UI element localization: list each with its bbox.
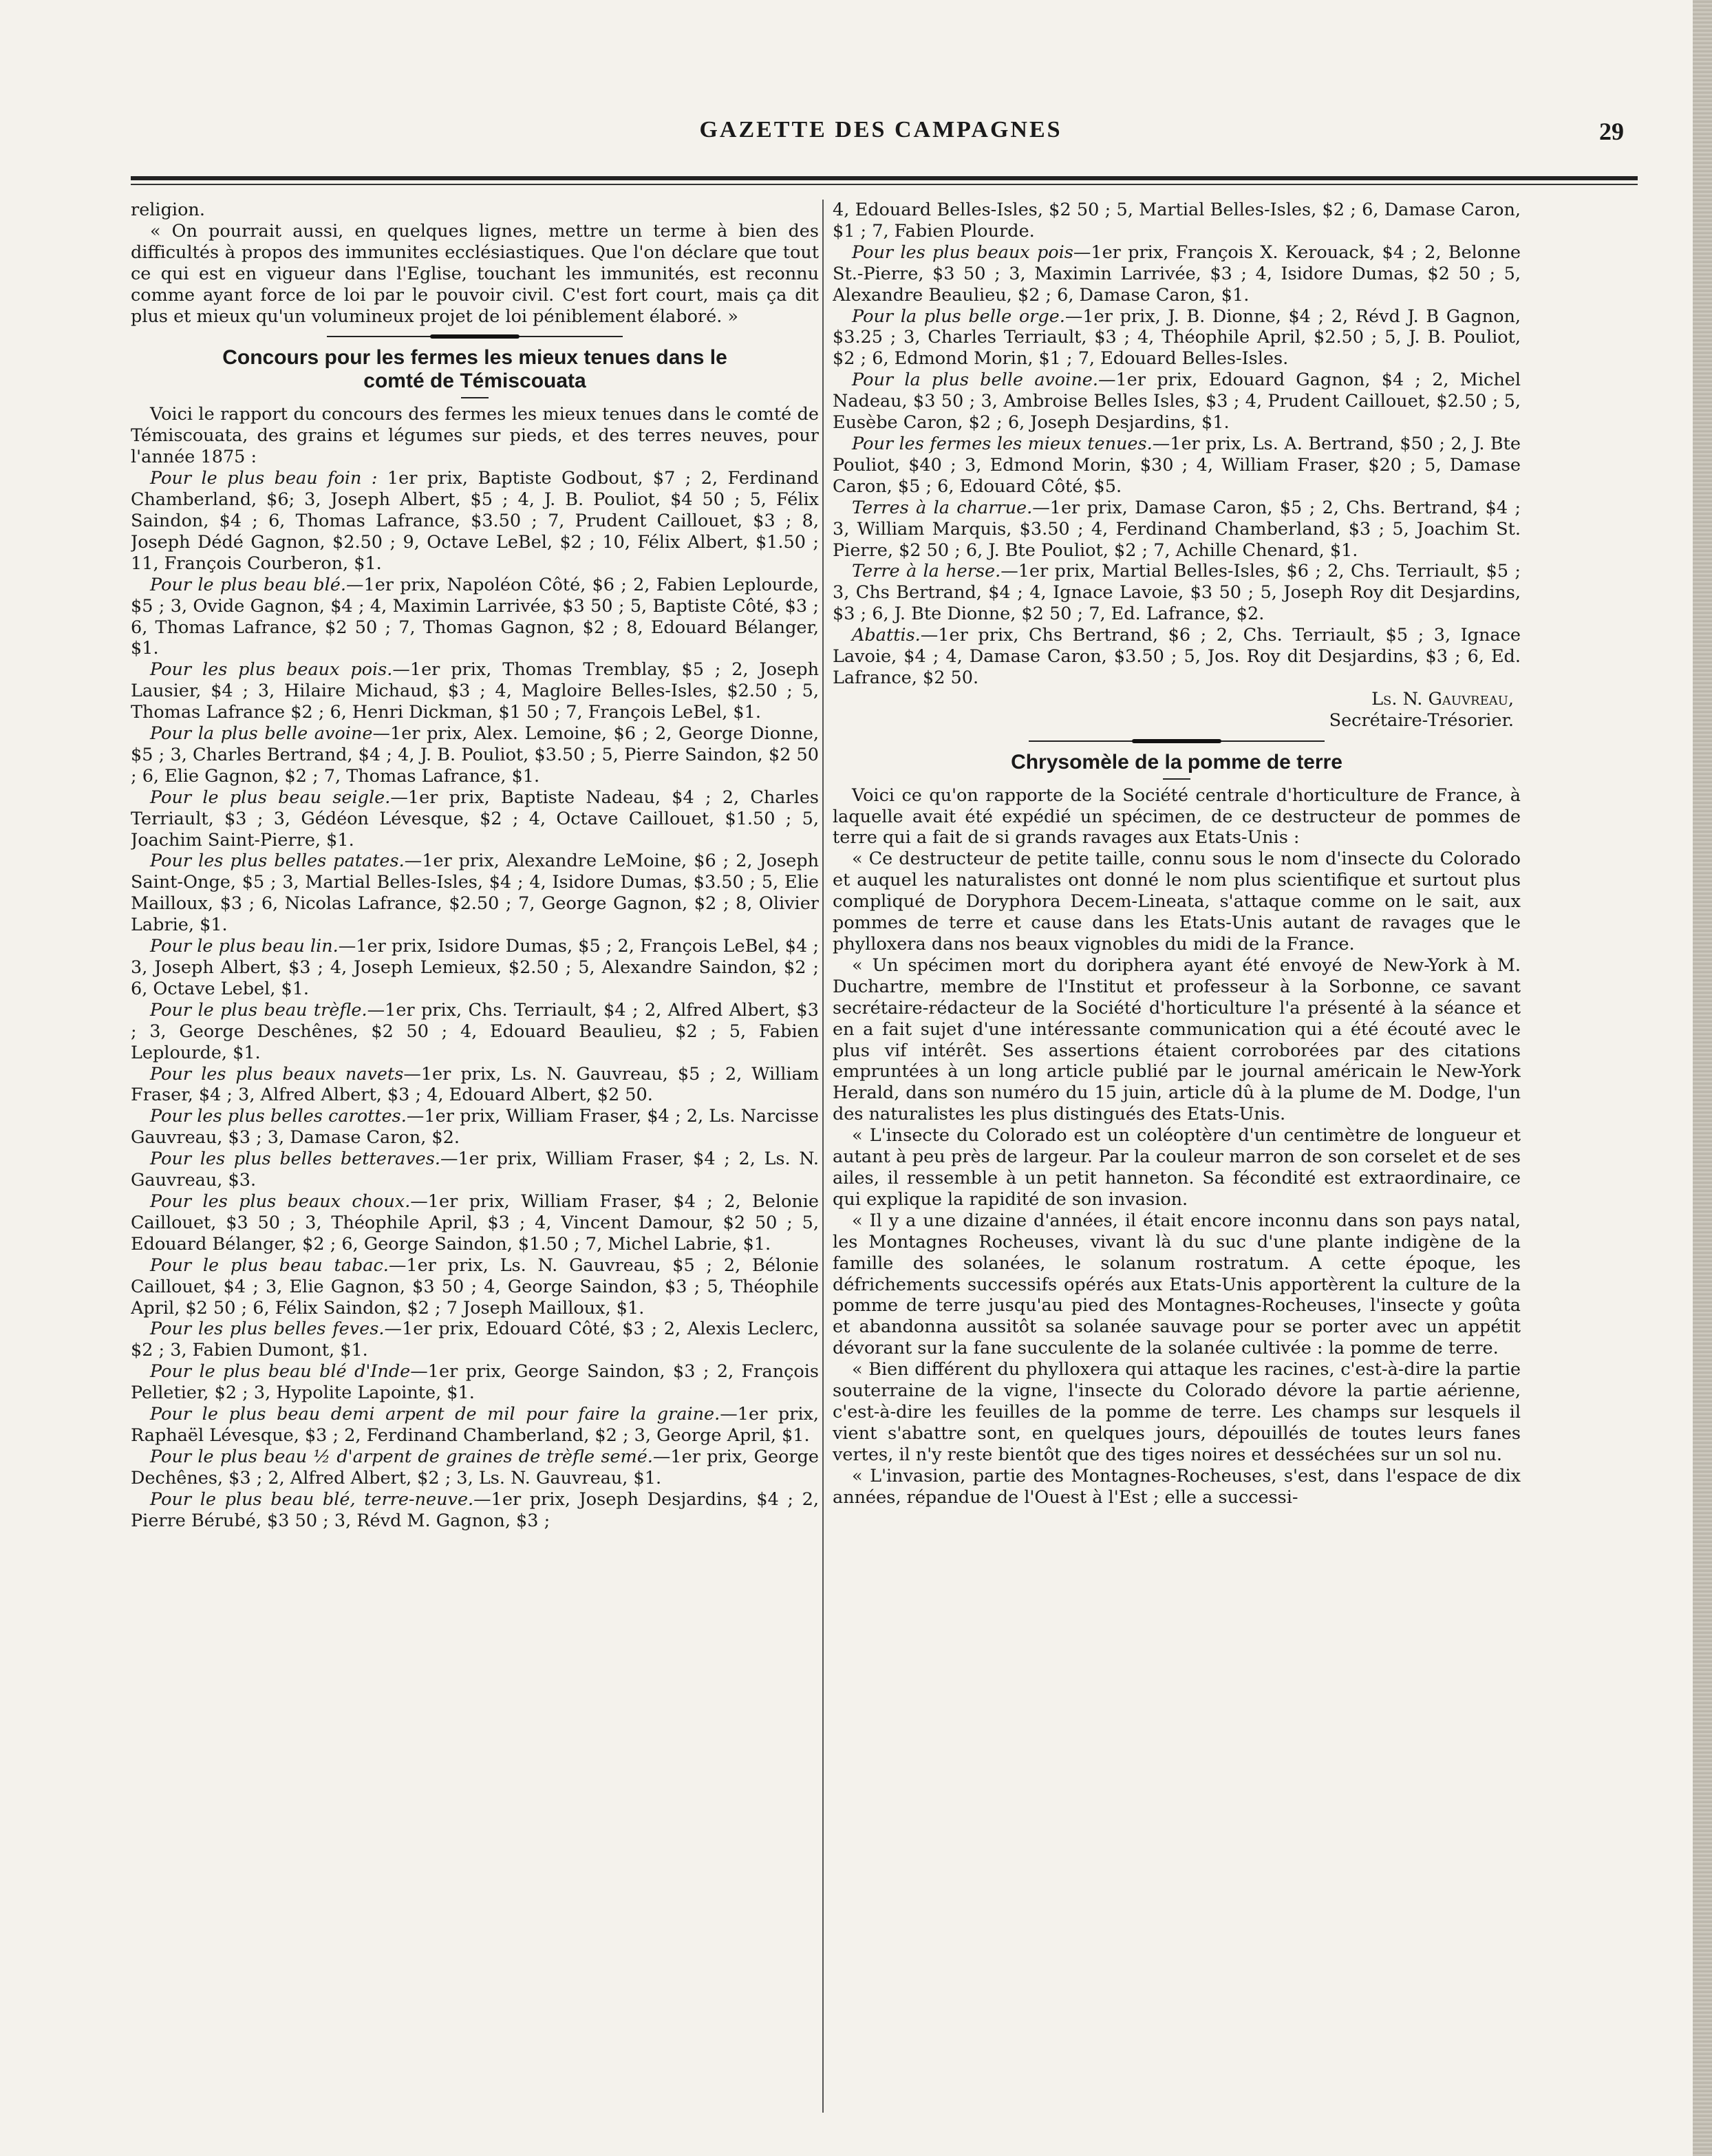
article-paragraph: « L'invasion, partie des Montagnes-Rocheuses, s'est, dans l'espace de dix années, répandue de l'Ouest à l'Est ; elle a successi- [833, 1465, 1521, 1508]
article-intro: Voici le rapport du concours des fermes les mieux tenues dans le comté de Témiscouata, des grains et légumes sur pieds, et des terres neuves, pour l'année 1875 : [131, 404, 819, 468]
signature-role: Secrétaire-Trésorier. [1329, 709, 1514, 731]
prize-text: —1er prix, William Fraser, $4 ; 2, Ls. Narcisse Gauvreau, $3 ; 3, Damase Caron, $2. [131, 1106, 819, 1149]
prize-category: Pour les fermes les mieux tenues. [852, 433, 1153, 454]
prize-entry [131, 1404, 819, 1447]
article-paragraph: « Un spécimen mort du doriphera ayant été envoyé de New-York à M. Duchartre, membre de l'Institut et professeur à la Sorbonne, ce savant secrétaire-rédacteur de la Société d'horticulture l'a présenté à la séance et en a fait sujet d'une intéressante communication qui a été écouté avec le plus vif intérêt. Ses assertions étaient corroborées par des citations empruntées à un long article publié par le journal américain le New-York Herald, dans son numéro du 15 juin, article dû à la plume de M. Dodge, l'un des naturalistes les plus distingués des Etats-Unis. [833, 954, 1521, 1125]
prize-entry [131, 1447, 819, 1489]
prize-category: Pour les plus beaux choux. [150, 1191, 411, 1212]
prize-entry [833, 498, 1521, 562]
section-separator [1029, 738, 1325, 744]
page-header [131, 117, 1638, 165]
article-paragraph: « Ce destructeur de petite taille, connu sous le nom d'insecte du Colorado et auquel les naturalistes ont donné le nom plus scientifique et surtout plus compliqué de Doryphora Decem-Lineata, s'attaque comme on le sait, aux pommes de terre et cause dans les Etats-Unis autant de ravages que le phylloxera dans nos beaux vignobles du midi de la France. [833, 848, 1521, 954]
prize-text: —1er prix, George Dechênes, $3 ; 2, Alfred Albert, $2 ; 3, Ls. N. Gauvreau, $1. [131, 1446, 819, 1488]
prize-entry [833, 306, 1521, 370]
prize-category: Pour le plus beau blé. [150, 574, 346, 595]
prize-entry [833, 242, 1521, 306]
signatory: Ls. N. Gauvreau, [1371, 688, 1514, 709]
prize-text: —1er prix, Damase Caron, $5 ; 2, Chs. Bertrand, $4 ; 3, William Marquis, $3.50 ; 4, Ferdinand Chamberland, $3 ; 5, Joachim St. Pierre, $2 50 ; 6, J. Bte Pouliot, $2 ; 7, Achille Chenard, $1. [833, 497, 1521, 561]
prize-category: Pour les plus beaux pois. [150, 659, 393, 681]
article-paragraph: « L'insecte du Colorado est un coléoptère d'un centimètre de longueur et autant à peu près de largeur. Par la couleur marron de son corselet et de ses ailes, il ressemble à un petit hanneton. Sa fécondité est extraordinaire, ce qui explique la rapidité de son invasion. [833, 1125, 1521, 1210]
prize-entry [131, 1064, 819, 1107]
running-title: GAZETTE DES CAMPAGNES [699, 117, 1062, 142]
article-title-concours [131, 346, 819, 393]
page-number: 29 [1599, 118, 1624, 145]
prize-text: —1er prix, Raphaël Lévesque, $3 ; 2, Ferdinand Chamberland, $2 ; 3, George April, $1. [131, 1404, 819, 1446]
prize-text: 1er prix, Baptiste Godbout, $7 ; 2, Ferdinand Chamberland, $6; 3, Joseph Albert, $5 ; 4, J. B. Pouliot, $4 50 ; 5, Félix Saindon, $4 ; 6, Thomas Lafrance, $3.50 ; 7, Prudent Caillouet, $3 ; 8, Joseph Dédé Gagnon, $2.50 ; 9, Octave LeBel, $2 ; 10, Félix Albert, $1.50 ; 11, François Courberon, $1. [131, 468, 819, 574]
prize-text: —1er prix, François X. Kerouack, $4 ; 2, Belonne St.-Pierre, $3 50 ; 3, Maximin Larrivée, $3 ; 4, Isidore Dumas, $2 50 ; 5, Alexandre Beaulieu, $2 ; 6, Damase Caron, $1. [833, 242, 1521, 306]
prize-category: Pour les plus belles patates. [150, 851, 405, 872]
prize-category: Pour le plus beau blé, terre-neuve. [150, 1488, 474, 1510]
prize-text: —1er prix, Ls. N. Gauvreau, $5 ; 2, Bélonie Caillouet, $4 ; 3, Elie Gagnon, $3 50 ; 4, George Saindon, $3 ; 5, Théophile April, $2 50 ; 6, Félix Saindon, $2 ; 7 Joseph Mailloux, $1. [131, 1255, 819, 1319]
prize-text: —1er prix, William Fraser, $4 ; 2, Ls. N. Gauvreau, $3. [131, 1149, 819, 1191]
newspaper-page [131, 117, 1638, 2113]
prize-text: —1er prix, Napoléon Côté, $6 ; 2, Fabien Leplourde, $5 ; 3, Ovide Gagnon, $4 ; 4, Maximin Larrivée, $3 50 ; 5, Baptiste Côté, $3 ; 6, Thomas Lafrance, $2 50 ; 7, Thomas Gagnon, $2 ; 8, Edouard Bélanger, $1. [131, 574, 819, 659]
prize-category: Terre à la herse. [852, 561, 1001, 582]
prize-entry [131, 723, 819, 787]
prize-category: Pour le plus beau trèfle. [150, 999, 367, 1021]
prize-entry [131, 659, 819, 723]
article-paragraph: « Bien différent du phylloxera qui attaque les racines, c'est-à-dire la partie souterraine de la vigne, l'insecte du Colorado dévore la partie aérienne, c'est-à-dire les feuilles de la pomme de terre. Les champs sur lesquels il vient s'abattre sont, en quelques jours, dépouillés de toutes leurs fanes vertes, il n'y reste bientôt que des tiges noires et desséchées sur un sol nu. [833, 1359, 1521, 1465]
prize-category: Pour la plus belle orge. [852, 306, 1065, 327]
prize-entry [833, 370, 1521, 434]
prize-text: —1er prix, Edouard Côté, $3 ; 2, Alexis Leclerc, $2 ; 3, Fabien Dumont, $1. [131, 1319, 819, 1361]
title-dash [461, 397, 489, 398]
article-paragraph: Voici ce qu'on rapporte de la Société centrale d'horticulture de France, à laquelle avait été expédié un spécimen, de ce destructeur de pommes de terre qui a fait de si grands ravages aux Etats-Unis : [833, 785, 1521, 848]
prize-entry [131, 1361, 819, 1404]
prize-category: Pour les plus belles feves. [150, 1319, 385, 1340]
continuation-line: religion. [131, 200, 205, 220]
prize-entry [833, 561, 1521, 625]
signature-name [833, 689, 1514, 710]
prize-text: —1er prix, George Saindon, $3 ; 2, François Pelletier, $2 ; 3, Hypolite Lapointe, $1. [131, 1361, 819, 1404]
prize-text: —1er prix, Chs. Terriault, $4 ; 2, Alfred Albert, $3 ; 3, George Deschênes, $2 50 ; 4, Edouard Beaulieu, $2 ; 5, Fabien Leplourde, $1. [131, 999, 819, 1063]
prize-text: —1er prix, Alex. Lemoine, $6 ; 2, George Dionne, $5 ; 3, Charles Bertrand, $4 ; 4, J. B. Pouliot, $3.50 ; 5, Pierre Saindon, $2 50 ; 6, Elie Gagnon, $2 ; 7, Thomas Lafrance, $1. [131, 723, 819, 787]
header-rule-thin [131, 184, 1638, 185]
prize-text: —1er prix, William Fraser, $4 ; 2, Belonie Caillouet, $3 50 ; 3, Théophile April, $3 ; 4, Vincent Damour, $2 50 ; 5, Edouard Bélanger, $2 ; 6, George Saindon, $1.50 ; 7, Michel Labrie, $1. [131, 1191, 819, 1255]
prize-entry [131, 575, 819, 660]
section-separator [327, 334, 623, 339]
prize-entry [833, 200, 1521, 242]
prize-entry [131, 1149, 819, 1191]
prize-category: Pour les plus belles carottes. [150, 1106, 407, 1127]
prize-category: Pour le plus beau blé d'Inde [150, 1361, 411, 1383]
prize-category: Pour la plus belle avoine. [852, 370, 1098, 391]
article-paragraph: « Il y a une dizaine d'années, il était encore inconnu dans son pays natal, les Montagnes Rocheuses, vivant là du suc d'une plante indigène de la famille des solanées, le solanum rostratum. A cette époque, les défrichements successifs opérés aux Etats-Unis apportèrent la culture de la pomme de terre jusqu'au pied des Montagnes-Rocheuses, l'insecte y goûta et abandonna aussitôt sa solanée sauvage pour se porter avec un appétit dévorant sur la fane succulente de la solanée cultivée : la pomme de terre. [833, 1210, 1521, 1359]
prize-entry [131, 1000, 819, 1064]
continuation-paragraph: « On pourrait aussi, en quelques lignes, mettre un terme à bien des difficultés à propos des immunites ecclésiastiques. Que l'on déclare que tout ce qui est en vigueur dans l'Eglise, touchant les immunités, est reconnu comme ayant force de loi par le pouvoir civil. C'est fort court, mais ça dit plus et mieux qu'un volumineux projet de loi péniblement élaboré. » [131, 220, 819, 327]
prize-category: Pour le plus beau tabac. [150, 1255, 389, 1276]
prize-text: 4, Edouard Belles-Isles, $2 50 ; 5, Martial Belles-Isles, $2 ; 6, Damase Caron, $1 ; 7, Fabien Plourde. [833, 200, 1521, 242]
prize-entry [833, 625, 1521, 689]
prize-text: —1er prix, Isidore Dumas, $5 ; 2, François LeBel, $4 ; 3, Joseph Albert, $3 ; 4, Joseph Lemieux, $2.50 ; 5, Alexandre Saindon, $2 ; 6, Octave Lebel, $1. [131, 936, 819, 999]
prize-entry [131, 1489, 819, 1532]
prize-entry [131, 851, 819, 936]
left-column [131, 200, 819, 2113]
prize-category: Pour les plus beaux navets [150, 1063, 404, 1085]
prize-text: —1er prix, Chs Bertrand, $6 ; 2, Chs. Terriault, $5 ; 3, Ignace Lavoie, $4 ; 4, Damase Caron, $3.50 ; 5, Jos. Roy dit Desjardins, $3 ; 6, Ed. Lafrance, $2 50. [833, 625, 1521, 688]
prize-text: —1er prix, J. B. Dionne, $4 ; 2, Révd J. B Gagnon, $3.25 ; 3, Charles Terriault, $3 ; 4, Théophile April, $2.50 ; 5, J. B. Pouliot, $2 ; 6, Edmond Morin, $1 ; 7, Edouard Belles-Isles. [833, 306, 1521, 370]
prize-category: Pour le plus beau ½ d'arpent de graines de trèfle semé. [150, 1446, 653, 1467]
prize-category: Pour le plus beau seigle. [150, 787, 391, 808]
prize-category: Pour le plus beau lin. [150, 936, 339, 957]
prize-category: Abattis. [852, 625, 921, 646]
article-title-chrysomele: Chrysomèle de la pomme de terre [1011, 750, 1342, 773]
right-column [833, 200, 1521, 2113]
prize-entry [131, 1191, 819, 1255]
prize-entry [131, 936, 819, 1000]
column-divider [822, 200, 824, 2113]
prize-entry [131, 1255, 819, 1319]
prize-category: Terres à la charrue. [852, 497, 1033, 518]
prize-entry [131, 787, 819, 851]
prize-text: —1er prix, Ls. A. Bertrand, $50 ; 2, J. Bte Pouliot, $40 ; 3, Edmond Morin, $30 ; 4, William Fraser, $20 ; 5, Damase Caron, $5 ; 6, Edouard Côté, $5. [833, 433, 1521, 497]
prize-entry [833, 434, 1521, 498]
prize-category: Pour le plus beau demi arpent de mil pour faire la graine. [150, 1404, 720, 1425]
prize-text: —1er prix, Thomas Tremblay, $5 ; 2, Joseph Lausier, $4 ; 3, Hilaire Michaud, $3 ; 4, Magloire Belles-Isles, $2.50 ; 5, Thomas Lafrance $2 ; 6, Henri Dickman, $1 50 ; 7, François LeBel, $1. [131, 659, 819, 723]
header-rule-thick [131, 176, 1638, 180]
page-edge-scan-texture [1693, 0, 1712, 2156]
prize-text: —1er prix, Baptiste Nadeau, $4 ; 2, Charles Terriault, $3 ; 3, Gédéon Lévesque, $2 ; 4, Octave Caillouet, $1.50 ; 5, Joachim Saint-Pierre, $1. [131, 787, 819, 851]
prize-text: —1er prix, Ls. N. Gauvreau, $5 ; 2, William Fraser, $4 ; 3, Alfred Albert, $3 ; 4, Edouard Albert, $2 50. [131, 1063, 819, 1106]
prize-category: Pour le plus beau foin : [150, 468, 378, 489]
prize-text: —1er prix, Alexandre LeMoine, $6 ; 2, Joseph Saint-Onge, $5 ; 3, Martial Belles-Isles, $4 ; 4, Isidore Dumas, $3.50 ; 5, Elie Mailloux, $3 ; 6, Nicolas Lafrance, $2.50 ; 7, George Gagnon, $2 ; 8, Olivier Labrie, $1. [131, 851, 819, 936]
prize-category: Pour les plus beaux pois [852, 242, 1073, 263]
article-title-line-2: comté de Témiscouata [363, 370, 586, 393]
prize-text: —1er prix, Edouard Gagnon, $4 ; 2, Michel Nadeau, $3 50 ; 3, Ambroise Belles Isles, $3 ; 4, Prudent Caillouet, $2.50 ; 5, Eusèbe Caron, $2 ; 6, Joseph Desjardins, $1. [833, 370, 1521, 434]
prize-entry [131, 1319, 819, 1361]
prize-entry [131, 468, 819, 575]
article-title-line-1: Concours pour les fermes les mieux tenues dans le [222, 346, 727, 370]
prize-category: Pour les plus belles betteraves. [150, 1149, 440, 1170]
prize-text: —1er prix, Joseph Desjardins, $4 ; 2, Pierre Bérubé, $3 50 ; 3, Révd M. Gagnon, $3 ; [131, 1488, 819, 1531]
prize-entry [131, 1106, 819, 1149]
prize-text: —1er prix, Martial Belles-Isles, $6 ; 2, Chs. Terriault, $5 ; 3, Chs Bertrand, $4 ; 4, Ignace Lavoie, $3 50 ; 5, Joseph Roy dit Desjardins, $3 ; 6, J. Bte Dionne, $2 50 ; 7, Ed. Lafrance, $2. [833, 561, 1521, 625]
prize-category: Pour la plus belle avoine [150, 723, 373, 745]
title-dash [1163, 778, 1190, 780]
